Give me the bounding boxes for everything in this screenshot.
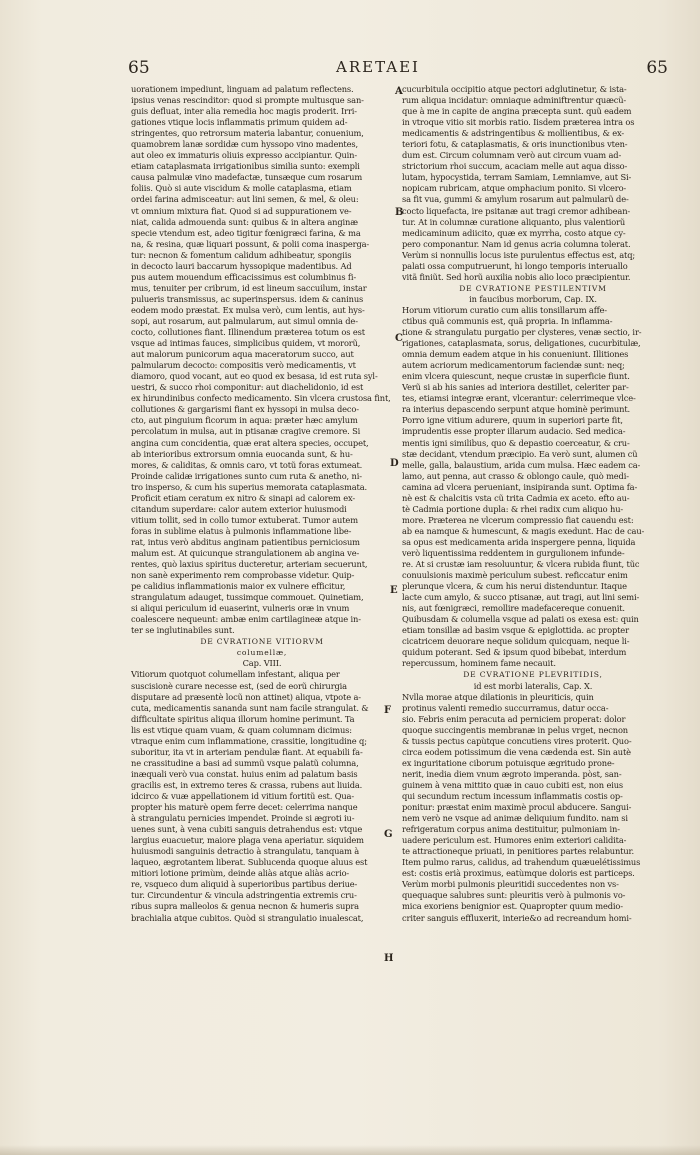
text-line: aut oleo ex immaturis oliuis expresso accipiantur. Quin- xyxy=(131,150,358,161)
chapter-heading-10-line1: DE CVRATIONE PLEVRITIDIS, xyxy=(463,670,603,680)
text-line: mus, tenuiter per cribrum, id est lineum saccuilum, instar xyxy=(131,282,367,293)
text-line: mica exoriens benignior est. Quapropter quum medio- xyxy=(402,901,623,912)
text-line: refrigeratum corpus anima destituitur, pulmoniam in- xyxy=(402,824,620,835)
text-line: mores, & caliditas, & omnis caro, vt totũ foras extumeat. xyxy=(131,459,363,470)
text-line: collutiones & gargarismi fiant ex hyssopi in mulsa deco- xyxy=(131,404,359,415)
text-line: Horum vitiorum curatio cum aliis tonsillarum affe- xyxy=(402,304,607,315)
text-line: repercussum, hominem fame necauit. xyxy=(402,658,556,669)
left-column-text xyxy=(131,84,393,636)
text-line: rum aliqua incidatur: omniaque adminiftrentur quæcũ- xyxy=(402,95,627,106)
text-line: vtraque enim cum inflammatione, crassitie, longitudine q; xyxy=(131,735,367,746)
text-line: lutam, hypocystida, terram Samiam, Lemniamve, aut Si- xyxy=(402,172,632,183)
margin-letter-c: C xyxy=(395,333,403,344)
text-line: suscisionè curare necesse est, (sed de eorũ chirurgia xyxy=(131,680,347,691)
text-line: pulueris transmissus, ac superinspersus. idem & caninus xyxy=(131,293,364,304)
text-line: Porro igne vitium adurere, quum in superiori parte fit, xyxy=(402,415,623,426)
margin-letter-e: E xyxy=(390,585,398,596)
text-line: angina cum concidentia, quæ erat altera species, occupet, xyxy=(131,437,369,448)
text-line: percolatum in mulsa, aut in ptisanæ cragive cremore. Si xyxy=(131,426,361,437)
text-line: ex inguritatione ciborum potuisque ægritudo prone- xyxy=(402,757,615,768)
text-line: eodem modo præstat. Ex mulsa verò, cum lentis, aut hys- xyxy=(131,304,365,315)
text-line: ipsius venas rescinditor: quod si prompte multusque san- xyxy=(131,95,364,106)
text-line: propter his maturè opem ferre decet: celerrima nanque xyxy=(131,802,358,813)
text-line: inæquali verò vua constat. huius enim ad palatum basis xyxy=(131,768,358,779)
text-line: ponitur: præstat enim maximè procul abducere. Sangui- xyxy=(402,802,632,813)
chapter-heading-9-line1: DE CVRATIONE PESTILENTIVM xyxy=(459,283,607,293)
text-line: ab ea namque & humescunt, & magis exedunt. Hac de cau- xyxy=(402,525,645,536)
text-line: Quibusdam & columella vsque ad palati os exesa est: quin xyxy=(402,614,639,625)
text-line: ra interius depascendo serpunt atque hominè perimunt. xyxy=(402,404,630,415)
text-line: tur. Circundentur & vincula adstringentia extremis cru- xyxy=(131,890,357,901)
page-number-left: 65 xyxy=(128,58,150,78)
text-line: vitium tollit, sed in collo tumor extuberat. Tumor autem xyxy=(131,514,358,525)
text-line: nopicam rubricam, atque omphacium ponito. Si vlcero- xyxy=(402,183,627,194)
text-line: tur: necnon & fomentum calidum adhibeatur, spongiis xyxy=(131,249,352,260)
text-line: nis, aut fœnigræci, remollire madefacereque conuenit. xyxy=(402,603,625,614)
text-line: medicaminum adiicito, quæ ex myrrha, costo atque cy- xyxy=(402,227,626,238)
text-line: lacte cum amylo, & succo ptisanæ, aut tragi, aut lini semi- xyxy=(402,592,640,603)
text-line: in decocto lauri baccarum hyssopique madentibus. Ad xyxy=(131,260,352,271)
margin-letter-h: H xyxy=(384,953,394,964)
text-line: stringentes, quo retrorsum materia labantur, conuenium, xyxy=(131,128,364,139)
text-line: sa opus est medicamenta arida inspergere penna, liquida xyxy=(402,536,636,547)
text-line: tè Cadmia portione dupla: & rhei radix cum aliquo hu- xyxy=(402,503,624,514)
text-line: vitã finiũt. Sed horũ auxilia nobis alio loco præcipientur. xyxy=(402,271,631,282)
text-line: in vtroque vitio sit morbis ratio. Iisdem præterea intra os xyxy=(402,117,635,128)
text-line: & tussis pectus capùtque concutiens vires proterit. Quo- xyxy=(402,735,632,746)
text-line: lamo, aut penna, aut crasso & oblongo caule, quò medi- xyxy=(402,470,629,481)
text-line: cucurbitula occipitio atque pectori adglutinetur, & ista- xyxy=(402,84,627,94)
text-line: guis defluat, inter alia remedia hoc magis proderit. Irri- xyxy=(131,106,357,117)
text-line: diamoro, quod vocant, aut eo quod ex besasa, id est ruta syl- xyxy=(131,371,378,382)
text-line: cto, aut pinguium ficorum in aqua: præter hæc amylum xyxy=(131,415,358,426)
text-line: palati ossa computruerunt, hi longo temporis interuallo xyxy=(402,260,628,271)
text-line: Proinde calidæ irrigationes sunto cum ruta & anetho, ni- xyxy=(131,470,362,481)
text-line: que à me in capite de angina præcepta sunt. quũ eadem xyxy=(402,106,632,117)
text-line: gracilis est, in extremo teres & crassa, rubens aut liuida. xyxy=(131,779,363,790)
text-line: strictorium rhoi succum, acaciam melle aut aqua disso- xyxy=(402,161,628,172)
text-line: more. Præterea ne vlcerum compressio fiat cauendu est: xyxy=(402,514,634,525)
text-line: quoque succingentis membranæ in pelus vrget, necnon xyxy=(402,724,629,735)
right-column-text xyxy=(402,84,664,283)
text-line: quidum poterant. Sed & ipsum quod bibebat, interdum xyxy=(402,647,627,658)
text-line: verò liquentissima reddentem in gurgulionem infunde- xyxy=(402,547,625,558)
text-line: palmularum decocto: compositis verò medicamentis, vt xyxy=(131,360,356,371)
page-bottom-edge xyxy=(0,1145,700,1155)
text-line: tur. At in columnæ curatione aliquanto, plus valentiorũ xyxy=(402,216,626,227)
right-column-text-3 xyxy=(402,692,664,924)
text-line: mitiori lotione primùm, deinde aliàs atque aliàs acrio- xyxy=(131,868,350,879)
chapter-heading-8-cap: Cap. VIII. xyxy=(242,658,282,669)
text-line: sopi, aut rosarum, aut palmularum, aut simul omnia de- xyxy=(131,315,358,326)
text-line: specie vtendum est, adeo tigitur fœnigræci farina, & ma xyxy=(131,227,361,238)
chapter-heading-10-line2: id est morbi lateralis, Cap. X. xyxy=(473,680,593,691)
text-line: uenes sunt, à vena cubiti sanguis detrahendus est: vtque xyxy=(131,824,363,835)
text-line: Proficit etiam ceratum ex nitro & sinapi ad calorem ex- xyxy=(131,492,356,503)
text-line: Verùm si nonnullis locus iste purulentus effectus est, atq; xyxy=(402,249,635,260)
text-line: Verùm morbi pulmonis pleuritidi succedentes non vs- xyxy=(402,879,619,890)
text-line: ordei farina admisceatur: aut lini semen, & mel, & oleu: xyxy=(131,194,359,205)
text-line: brachialia atque cubitos. Quòd si strangulatio inualescat, xyxy=(131,912,364,923)
text-line: autem acriorum medicamentorum faciendæ sunt: neq; xyxy=(402,360,625,371)
text-line: nem verò ne vsque ad animæ deliquium fundito. nam si xyxy=(402,813,628,824)
text-line: strangulatum adauget, tussimque commouet. Quinetiam, xyxy=(131,592,364,603)
text-line: vsque ad intimas fauces, simplicibus quidem, vt mororũ, xyxy=(131,338,361,349)
text-line: stæ decidant, vtendum præcipio. Ea verò sunt, alumen cũ xyxy=(402,448,638,459)
text-line: ribus supra malleolos & genua necnon & humeris supra xyxy=(131,901,359,912)
text-line: laqueo, ægrotantem liberat. Sublucenda quoque aluus est xyxy=(131,857,368,868)
text-line: pero componantur. Nam id genus acria columna tolerat. xyxy=(402,238,631,249)
text-line: largius euacuetur, maiore plaga vena aperiatur. siquidem xyxy=(131,835,364,846)
page-header xyxy=(128,58,668,84)
text-line: si aliqui periculum id euaserint, vulneris oræ in vnum xyxy=(131,603,350,614)
text-line: te attractioneque priuati, in penitiores partes relabuntur. xyxy=(402,846,634,857)
text-line: pe calidius inflammationis maior ex vulnere efficitur, xyxy=(131,581,346,592)
text-line: Nvlla morae atque dilationis in pleuriticis, quin xyxy=(402,691,594,702)
text-line: malum est. At quicunque strangulationem ab angina ve- xyxy=(131,547,360,558)
text-line: Item pulmo rarus, calidus, ad trahendum quæuelétissimus xyxy=(402,857,641,868)
margin-letter-b: B xyxy=(395,207,404,218)
text-line: suboritur, ita vt in arteriam pendulæ fiant. At equabili fa- xyxy=(131,746,363,757)
text-line: nè est & chalcitis vsta cũ trita Cadmia ex aceto. efto au- xyxy=(402,492,630,503)
page-number-right: 65 xyxy=(646,58,668,78)
text-line: re, vsqueco dum aliquid à superioribus partibus deriue- xyxy=(131,879,358,890)
text-line: uestri, & succo rhoi componitur: aut diachelidonio, id est xyxy=(131,382,364,393)
text-line: cocto liquefacta, ire psitanæ aut tragi cremor adhibean- xyxy=(402,205,631,216)
text-line: imprudentis esse propter illarum audacio. Sed medica- xyxy=(402,426,626,437)
text-line: omnia demum eadem atque in his conueniunt. Illitiones xyxy=(402,349,629,360)
text-line: qui secundum rectum incessum inflammatis costis op- xyxy=(402,791,623,801)
text-line: nerit, inedia diem vnum ægroto imperanda. pòst, san- xyxy=(402,768,622,779)
text-line: est: costis erià proximus, eatùmque doloris est particeps. xyxy=(402,868,635,879)
text-line: Verũ si ab his sanies ad interiora destillet, celeriter par- xyxy=(402,382,629,393)
text-line: difficultate spiritus aliqua illorum homine perimunt. Ta xyxy=(131,713,355,724)
text-line: enim vlcera quiescunt, neque crustæ in superficie fiunt. xyxy=(402,371,630,382)
text-line: circa eodem potissimum die vena cædenda est. Sin autè xyxy=(402,746,631,757)
text-line: tes, etiamsi integræ erant, vlcerantur: celerrimeque vlce- xyxy=(402,393,636,404)
text-line: vt omnium mixtura fiat. Quod si ad suppurationem ve- xyxy=(131,205,352,216)
text-line: quamobrem lanæ sordidæ cum hyssopo vino madentes, xyxy=(131,139,358,150)
text-line: rentes, quò laxius spiritus ducteretur, arteriam secuerunt, xyxy=(131,559,368,570)
text-line: sa fit vua, gummi & amylum rosarum aut palmularũ de- xyxy=(402,194,629,205)
text-line: etiam cataplasmata irrigationibus similia sunto: exempli xyxy=(131,161,360,172)
chapter-heading-8-line1: DE CVRATIONE VITIORVM xyxy=(200,637,324,647)
text-line: conuulsionis maximè periculum subest. reficcatur enim xyxy=(402,570,628,581)
text-line: protinus valenti remedio succurramus, datur occa- xyxy=(402,702,609,713)
text-line: melle, galla, balaustium, arida cum mulsa. Hæc eadem ca- xyxy=(402,459,641,470)
text-line: ex hirundinibus confecto medicamento. Sin vlcera crustosa fint, xyxy=(131,393,391,404)
chapter-heading-9-line2: in faucibus morborum, Cap. IX. xyxy=(469,293,597,304)
text-line: uadere periculum est. Humores enim exteriori calidita- xyxy=(402,835,627,846)
text-line: ne crassitudine a basi ad summũ vsque palatũ columna, xyxy=(131,757,359,768)
text-line: rigationes, cataplasmata, sorus, deligationes, cucurbitulæ, xyxy=(402,338,641,349)
text-line: idcirco & vuæ appellationem id vitium fortitũ est. Qua- xyxy=(131,791,355,801)
text-line: rat, intus verò abditus anginam patientibus perniciosum xyxy=(131,536,360,547)
text-line: mentis igni similibus, quo & depastio coerceatur, & cru- xyxy=(402,437,630,448)
right-column xyxy=(402,84,664,924)
margin-letter-f: F xyxy=(384,705,392,716)
text-line: medicamentis & adstringentibus & mollientibus, & ex- xyxy=(402,128,625,139)
chapter-heading-8-line2: columellæ, xyxy=(236,648,288,658)
text-line: lis est vtique quam vuam, & quam columnam dicimus: xyxy=(131,724,352,735)
text-line: tione & strangulatu purgatio per clysteres, venæ sectio, ir- xyxy=(402,327,642,338)
text-line: uorationem impediunt, linguam ad palatum reflectens. xyxy=(131,84,354,94)
text-line: guinem à vena mittito quæ in cauo cubiti est, non eius xyxy=(402,779,624,790)
text-line: niat, calida admouenda sunt: quibus & in altera anginæ xyxy=(131,216,358,227)
text-line: aut malorum punicorum aqua maceratorum succo, aut xyxy=(131,349,354,360)
text-line: citandum superdare: calor autem exterior huiusmodi xyxy=(131,503,347,514)
text-line: re. At si crustæ iam resoluuntur, & vlcera rubida fiunt, tũc xyxy=(402,559,640,570)
text-line: cocto, collutiones fiant. Illinendum præterea totum os est xyxy=(131,327,365,338)
left-column-text-2 xyxy=(131,669,393,923)
text-line: ter se inglutinabiles sunt. xyxy=(131,625,235,636)
text-line: à strangulatu pernicies impendet. Proinde si ægroti iu- xyxy=(131,813,355,824)
text-line: dum est. Circum columnam verò aut circum vuam ad- xyxy=(402,150,622,161)
text-line: cicatricem deuorare neque solidum quicquam, neque li- xyxy=(402,636,630,647)
margin-letter-a: A xyxy=(395,86,403,97)
text-line: huiusmodi sanguinis detractio à strangulatu, tanquam à xyxy=(131,846,360,857)
text-line: ctibus quã communis est, quã propria. In inflamma- xyxy=(402,315,613,326)
margin-letter-g: G xyxy=(384,829,393,840)
text-line: sio. Febris enim peracuta ad perniciem properat: dolor xyxy=(402,713,626,724)
text-line: disputare ad præsentè locũ non attinet) aliqua, vtpote a- xyxy=(131,691,361,702)
text-line: foliis. Quò si aute viscidum & molle cataplasma, etiam xyxy=(131,183,352,194)
text-line: tro insperso, & cum his superius memorata cataplasmata. xyxy=(131,481,367,492)
running-title: ARETAEI xyxy=(336,58,420,76)
text-line: criter sanguis effluxerit, interie&o ad recreandum homi- xyxy=(402,912,632,923)
text-line: gationes vtique locis inflammatis primum quidem ad- xyxy=(131,117,348,128)
left-column xyxy=(131,84,393,924)
text-line: foras in sublime elatus à pulmonis inflammatione libe- xyxy=(131,525,352,536)
text-line: causa palmulæ vino madefactæ, tunsæque cum rosarum xyxy=(131,172,363,183)
text-line: ab interioribus extrorsum omnia euocanda sunt, & hu- xyxy=(131,448,353,459)
text-line: camina ad vlcera perueniant, insipiranda sunt. Optima fa- xyxy=(402,481,638,492)
text-line: cuta, medicamentis sananda sunt nam facile strangulat. & xyxy=(131,702,369,713)
text-line: na, & resina, quæ liquari possunt, & polii coma inasperga- xyxy=(131,238,370,249)
text-line: teriori fotu, & cataplasmatis, & oris inunctionibus vten- xyxy=(402,139,628,150)
text-line: etiam tonsillæ ad basim vsque & epiglottida. ac propter xyxy=(402,625,629,636)
text-line: pus autem mouendum efficacissimus est columbinus fi- xyxy=(131,271,357,282)
text-line: Vitiorum quotquot columellam infestant, aliqua per xyxy=(131,669,340,680)
text-line: quequaque salubres sunt: pleuritis verò à pulmonis vo- xyxy=(402,890,626,901)
text-line: plerunque vlcera, & cum his nerui distenduntur. Itaque xyxy=(402,581,627,592)
right-column-text-2 xyxy=(402,305,664,670)
text-line: coalescere nequeunt: ambæ enim cartilagineæ atque in- xyxy=(131,614,361,625)
margin-letter-d: D xyxy=(390,458,399,469)
text-line: non sanè experimento rem comprobasse videtur. Quip- xyxy=(131,570,355,581)
